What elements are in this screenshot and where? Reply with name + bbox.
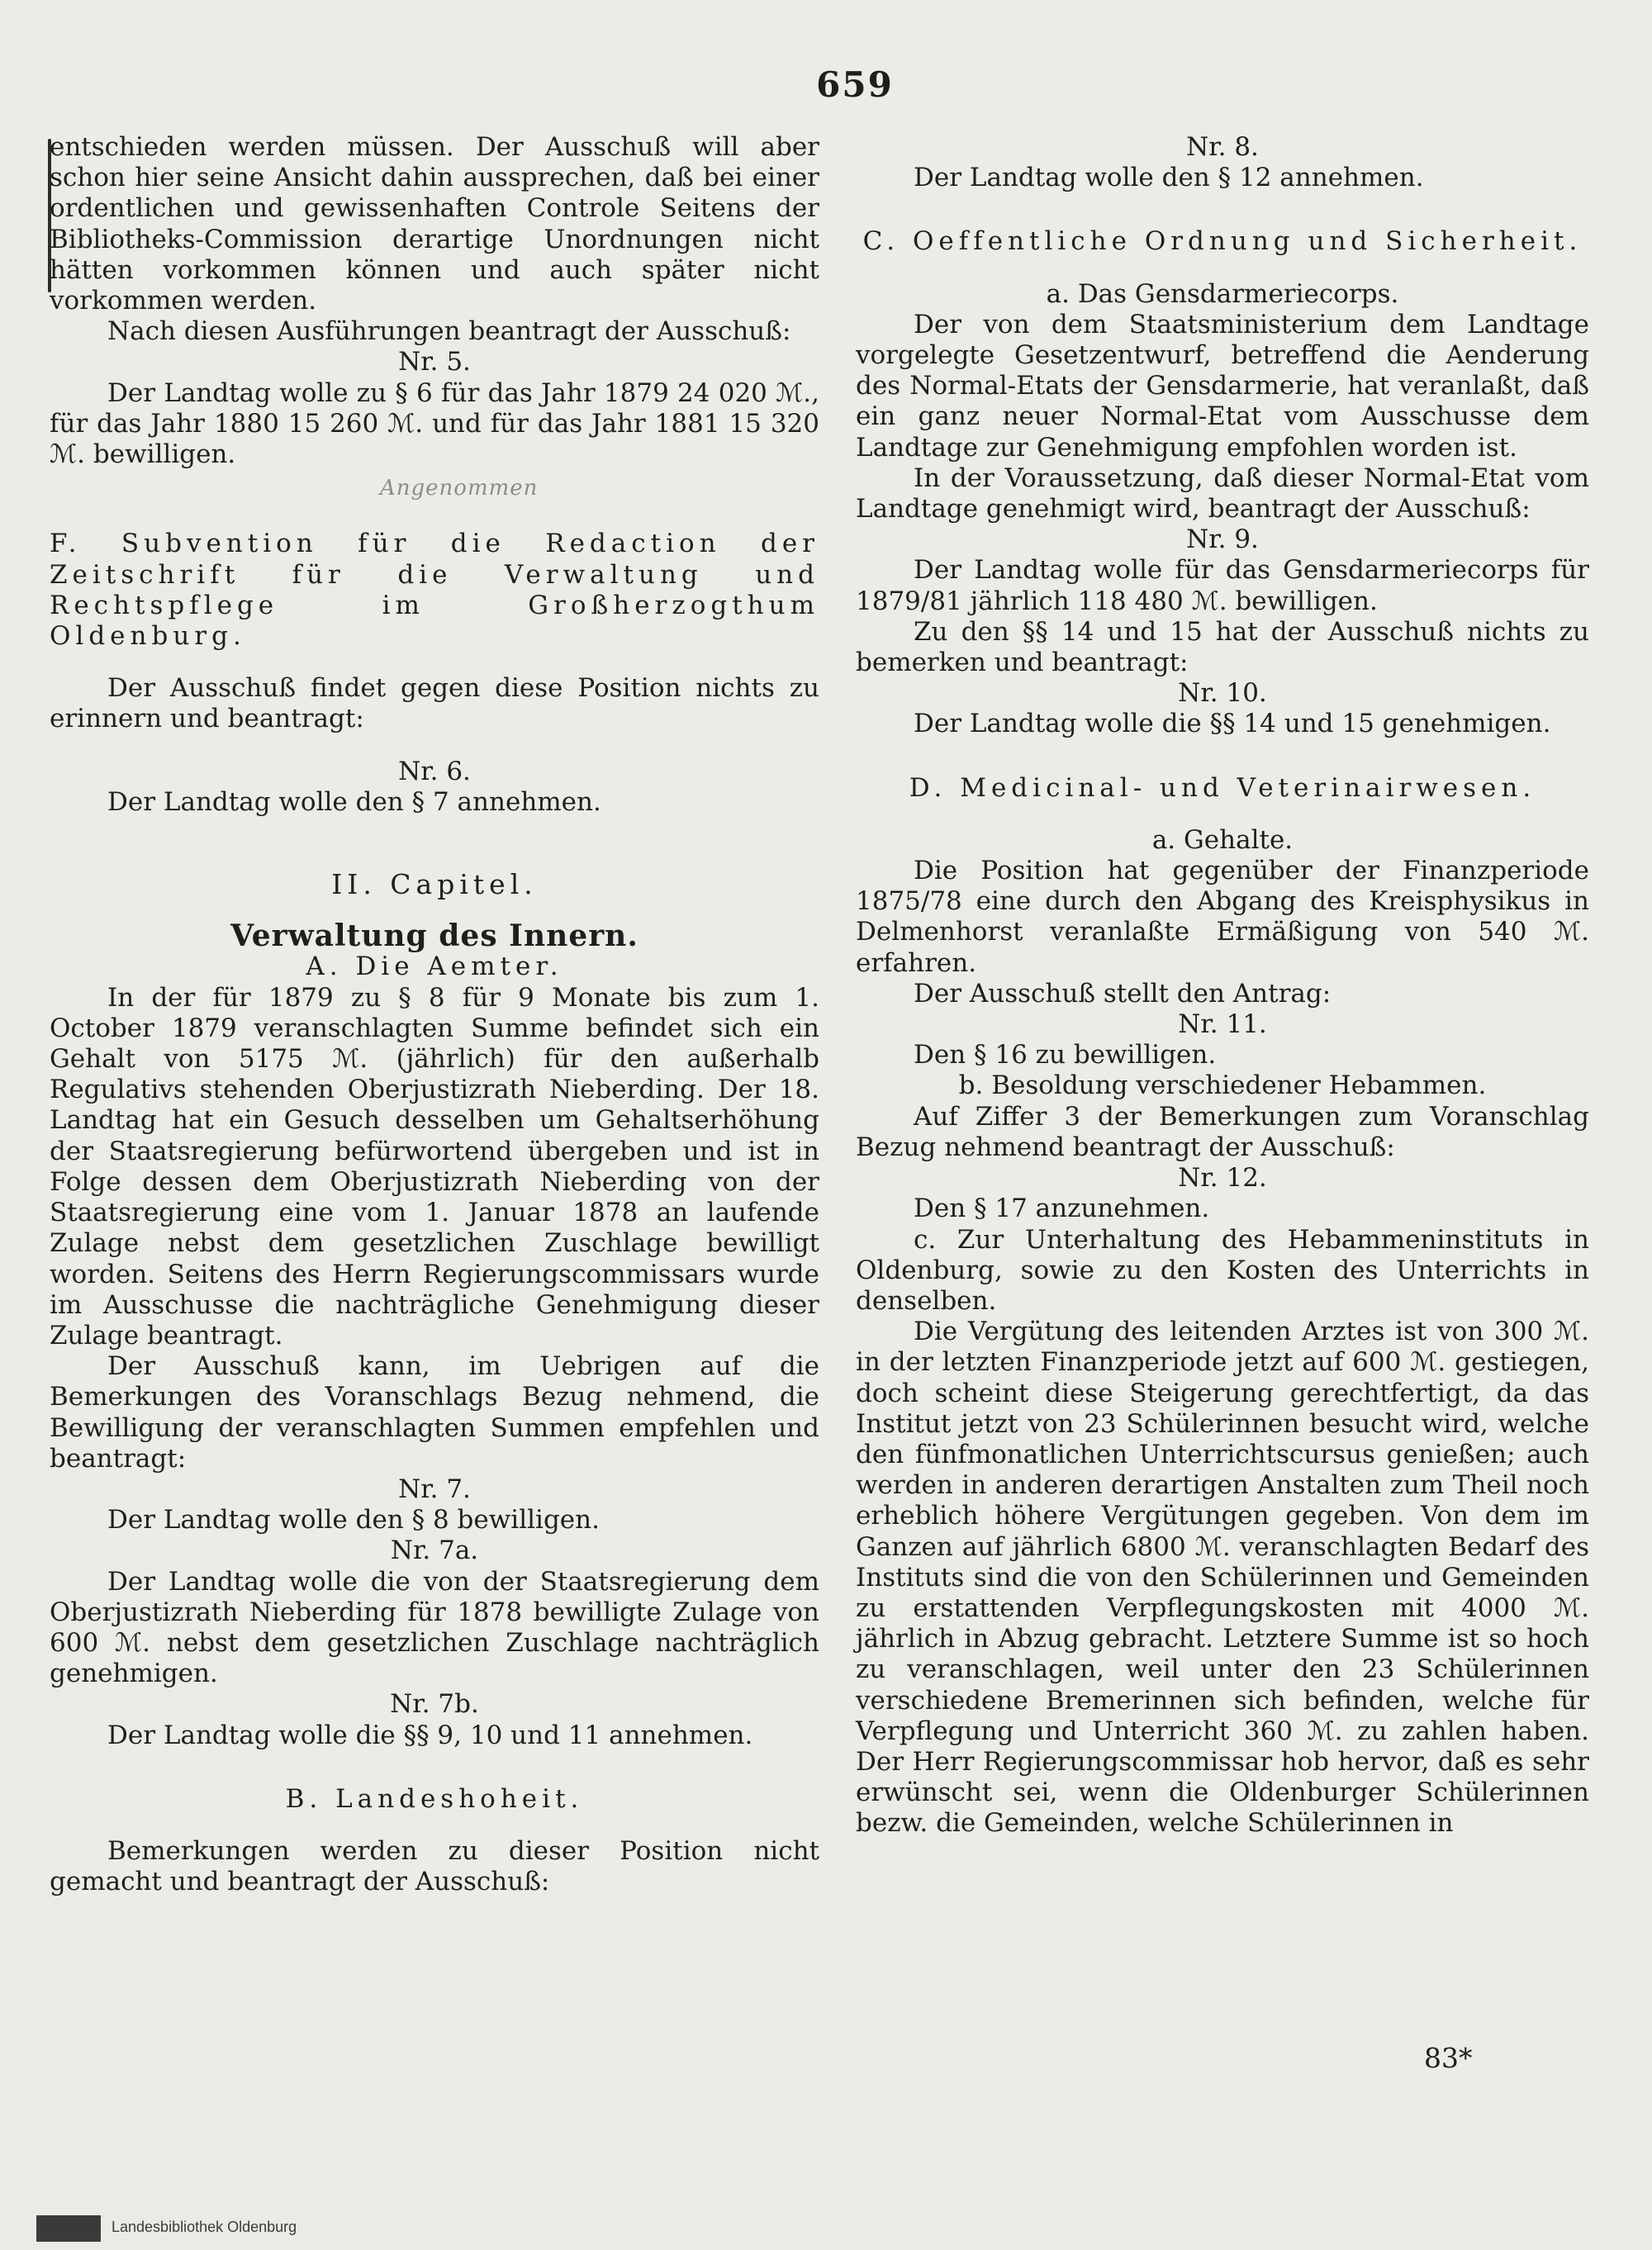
- motion-number: Nr. 9.: [1186, 525, 1259, 555]
- right-column: [856, 132, 1589, 1839]
- section-heading: A. Die Aemter.: [306, 952, 563, 982]
- subsection-heading: c. Zur Unterhaltung des Hebammeninstituts in Oldenburg, sowie zu den Kosten des Unterrichts in denselben.: [856, 1224, 1589, 1316]
- paragraph: Der Landtag wolle den § 12 annehmen.: [914, 163, 1424, 193]
- subsection-heading: b. Besoldung verschiedener Hebammen.: [958, 1070, 1487, 1101]
- paragraph: Zu den §§ 14 und 15 hat der Ausschuß nichts zu bemerken und beantragt:: [856, 616, 1589, 678]
- motion-number: Nr. 8.: [1186, 132, 1259, 162]
- subsection-heading: a. Gehalte.: [1151, 824, 1294, 855]
- page-number: 659: [816, 64, 894, 105]
- paragraph: Der Landtag wolle den § 8 bewilligen.: [107, 1505, 600, 1536]
- paragraph: Bemerkungen werden zu dieser Position nicht gemacht und beantragt der Ausschuß:: [50, 1835, 819, 1897]
- left-column: [50, 132, 819, 1897]
- section-heading: F. Subvention für die Redaction der Zeitschrift für die Verwaltung und Rechtspflege im Großherzogthum Oldenburg.: [50, 529, 819, 652]
- paragraph: Der Landtag wolle die §§ 14 und 15 genehmigen.: [914, 709, 1551, 739]
- paragraph: Der Ausschuß findet gegen diese Position nichts zu erinnern und beantragt:: [50, 673, 819, 734]
- paragraph: Auf Ziffer 3 der Bemerkungen zum Voranschlag Bezug nehmend beantragt der Ausschuß:: [856, 1101, 1589, 1162]
- paragraph: Nach diesen Ausführungen beantragt der Ausschuß:: [107, 316, 791, 347]
- section-heading: B. Landeshoheit.: [285, 1783, 584, 1814]
- motion-number: Nr. 7b.: [390, 1689, 479, 1720]
- subsection-heading: a. Das Gensdarmeriecorps.: [1046, 278, 1399, 309]
- handwritten-annotation: Angenommen: [380, 476, 539, 501]
- motion-number: Nr. 7a.: [390, 1536, 479, 1566]
- paragraph: Den § 16 zu bewilligen.: [914, 1040, 1217, 1070]
- library-name: Landesbibliothek Oldenburg: [112, 2219, 297, 2235]
- chapter-number: II. Capitel.: [331, 868, 538, 901]
- section-heading: D. Medicinal- und Veterinairwesen.: [909, 772, 1536, 803]
- paragraph: Die Position hat gegenüber der Finanzperiode 1875/78 eine durch den Abgang des Kreisphysikus in Delmenhorst veranlaßte Ermäßigung von 540 ℳ. erfahren.: [856, 856, 1589, 978]
- paragraph: In der Voraussetzung, daß dieser Normal-Etat vom Landtage genehmigt wird, beantragt der Ausschuß:: [856, 463, 1589, 525]
- paragraph: In der für 1879 zu § 8 für 9 Monate bis zum 1. October 1879 veranschlagten Summe befindet sich ein Gehalt von 5175 ℳ. (jährlich) für den außerhalb Regulativs stehenden Oberjustizrath Nieberding. Der 18. Landtag hat ein Gesuch desselben um Gehaltserhöhung der Staatsregierung befürwortend übergeben und ist in Folge dessen dem Oberjustizrath Nieberding von der Staatsregierung eine vom 1. Januar 1878 an laufende Zulage nebst dem gesetzlichen Zuschlage bewilligt worden. Seitens des Herrn Regierungscommissars wurde im Ausschusse die nachträgliche Genehmigung dieser Zulage beantragt.: [50, 982, 819, 1350]
- sheet-signature: 83*: [1424, 2042, 1473, 2074]
- paragraph: Der Landtag wolle die §§ 9, 10 und 11 annehmen.: [107, 1720, 753, 1750]
- motion-number: Nr. 6.: [398, 756, 471, 786]
- footer-bar: [0, 2204, 1652, 2250]
- motion-number: Nr. 10.: [1178, 678, 1267, 709]
- paragraph: Den § 17 anzunehmen.: [914, 1194, 1210, 1224]
- paragraph: Der Ausschuß kann, im Uebrigen auf die Bemerkungen des Voranschlags Bezug nehmend, die Bewilligung der veranschlagten Summen empfehlen und beantragt:: [50, 1351, 819, 1474]
- motion-number: Nr. 12.: [1178, 1163, 1267, 1194]
- paragraph: Der Landtag wolle den § 7 annehmen.: [107, 786, 601, 817]
- paragraph: Der Landtag wolle die von der Staatsregierung dem Oberjustizrath Nieberding für 1878 bewilligte Zulage von 600 ℳ. nebst dem gesetzlichen Zuschlage nachträglich genehmigen.: [50, 1566, 819, 1689]
- paragraph: Der von dem Staatsministerium dem Landtage vorgelegte Gesetzentwurf, betreffend die Aenderung des Normal-Etats der Gensdarmerie, hat veranlaßt, daß ein ganz neuer Normal-Etat vom Ausschusse dem Landtage zur Genehmigung empfohlen worden ist.: [856, 309, 1589, 463]
- paragraph: Der Ausschuß stellt den Antrag:: [914, 978, 1332, 1009]
- paragraph: Die Vergütung des leitenden Arztes ist von 300 ℳ. in der letzten Finanzperiode jetzt auf 600 ℳ. gestiegen, doch scheint diese Steigerung gerechtfertigt, da das Institut jetzt von 23 Schülerinnen besucht wird, welche den fünfmonatlichen Unterrichtscursus genießen; auch werden in anderen derartigen Anstalten zum Theil noch erheblich höhere Vergütungen gegeben. Von dem im Ganzen auf jährlich 6800 ℳ. veranschlagten Bedarf des Instituts sind die von den Schülerinnen und Gemeinden zu erstattenden Verpflegungskosten mit 4000 ℳ. jährlich in Abzug gebracht. Letztere Summe ist so hoch zu veranschlagen, weil unter den 23 Schülerinnen verschiedene Bremerinnen sich befinden, welche für Verpflegung und Unterricht 360 ℳ. zu zahlen haben. Der Herr Regierungscommissar hob hervor, daß es sehr erwünscht sei, wenn die Oldenburger Schülerinnen bezw. die Gemeinden, welche Schülerinnen in: [856, 1317, 1589, 1839]
- motion-number: Nr. 5.: [398, 347, 471, 377]
- section-heading: C. Oeffentliche Ordnung und Sicherheit.: [862, 226, 1583, 257]
- chapter-title: Verwaltung des Innern.: [230, 919, 638, 954]
- paragraph: Der Landtag wolle für das Gensdarmeriecorps für 1879/81 jährlich 118 480 ℳ. bewilligen.: [856, 555, 1589, 616]
- motion-number: Nr. 7.: [398, 1474, 471, 1504]
- motion-number: Nr. 11.: [1178, 1009, 1267, 1040]
- library-logo-icon: [36, 2215, 101, 2242]
- paragraph: entschieden werden müssen. Der Ausschuß will aber schon hier seine Ansicht dahin aussprechen, daß bei einer ordentlichen und gewissenhaften Controle Seitens der Bibliotheks-Commission derartige Unordnungen nicht hätten vorkommen können und auch später nicht vorkommen werden.: [50, 132, 819, 316]
- paragraph: Der Landtag wolle zu § 6 für das Jahr 1879 24 020 ℳ., für das Jahr 1880 15 260 ℳ. und für das Jahr 1881 15 320 ℳ. bewilligen.: [50, 377, 819, 470]
